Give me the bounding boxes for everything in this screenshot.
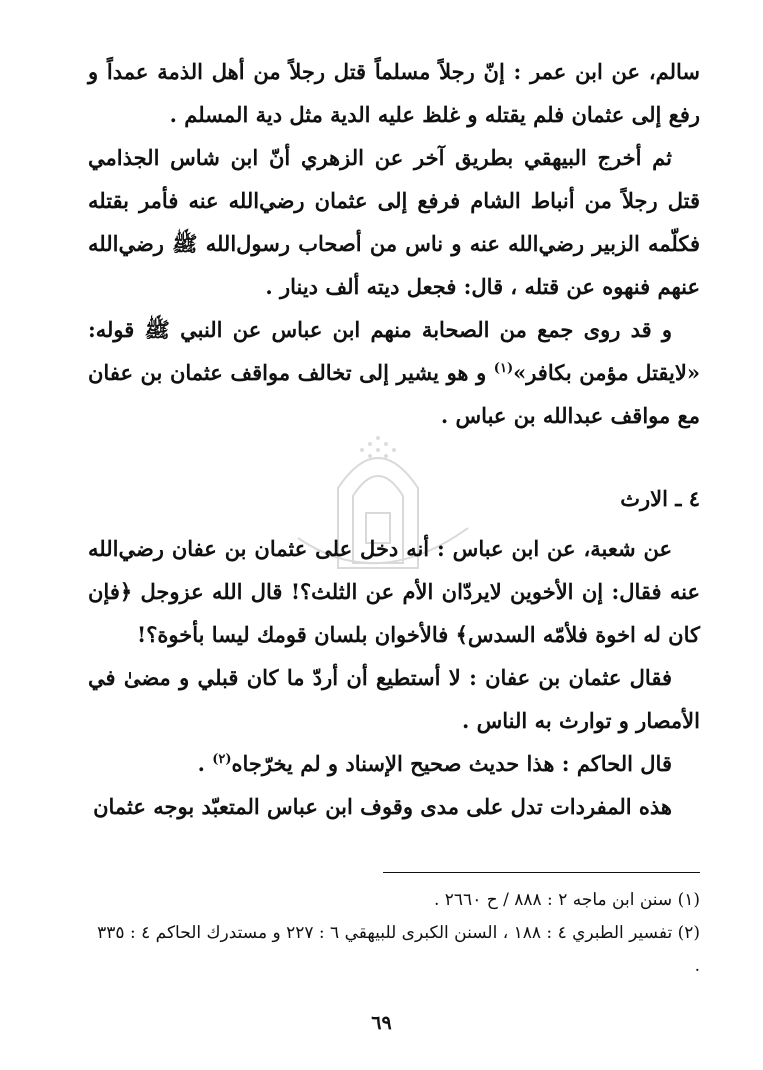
paragraph-3-part-1: و قد روى جمع من الصحابة منهم ابن عباس عن النبي ﷺ قوله: «لايقتل مؤمن بكافر» [88,317,700,385]
paragraph-4: عن شعبة، عن ابن عباس : أنه دخل على عثمان بن عفان رضي‌الله عنه فقال: إن الأخوين لايردّان الأم عن الثلث؟! قال الله عزوجل ﴿فإن كان له اخوة فلأمّه السدس﴾ فالأخوان بلسان قومك ليسا بأخوة؟! [88,536,700,647]
footnote-ref-2: (٢) [212,752,232,767]
paragraph-7: هذه المفردات تدل على مدى وقوف ابن عباس المتعبّد بوجه عثمان [93,794,672,819]
footnotes [88,884,700,983]
footnote-divider [383,872,700,873]
section-heading: ٤ ـ الارث [620,486,700,511]
paragraph-1: سالم، عن ابن عمر : إنّ رجلاً مسلماً قتل رجلاً من أهل الذمة عمداً و رفع إلى عثمان فلم يقتله و غلظ عليه الدية مثل دية المسلم . [88,59,700,127]
paragraph-6: قال الحاكم : هذا حديث صحيح الإسناد و لم يخرّجاه$^{(٢)}$ . [197,751,672,776]
main-text-bottom [88,527,700,828]
paragraph-6-text: قال الحاكم : هذا حديث صحيح الإسناد و لم يخرّجاه [231,751,672,776]
paragraph-2: ثم أخرج البيهقي بطريق آخر عن الزهري أنّ ابن شاس الجذامي قتل رجلاً من أنباط الشام فرفع إلى عثمان رضي‌الله عنه فأمر بقتله فكلّمه الزبير رضي‌الله عنه و ناس من أصحاب رسول‌الله ﷺ رضي‌الله عنهم فنهوه عن قتله ، قال: فجعل ديته ألف دينار . [88,145,700,299]
main-text-top [88,50,700,437]
paragraph-3-part-2: و هو يشير إلى تخالف مواقف عثمان بن عفان مع مواقف عبدالله بن عباس . [88,360,700,428]
footnote-ref-1: (١) [493,361,514,376]
paragraph-5: فقال عثمان بن عفان : لا أستطيع أن أردّ ما كان قبلي و مضىٰ في الأمصار و توارث به الناس . [88,665,700,733]
paragraph-3 [88,308,700,437]
footnote-2: (٢) تفسير الطبري ٤ : ١٨٨ ، السنن الكبرى للبيهقي ٦ : ٢٢٧ و مستدرك الحاكم ٤ : ٣٣٥ . [97,923,700,976]
footnote-1: (١) سنن ابن ماجه ٢ : ٨٨٨ / ح ٢٦٦٠ . [433,890,700,910]
page-number: ٦٩ [371,1012,392,1034]
